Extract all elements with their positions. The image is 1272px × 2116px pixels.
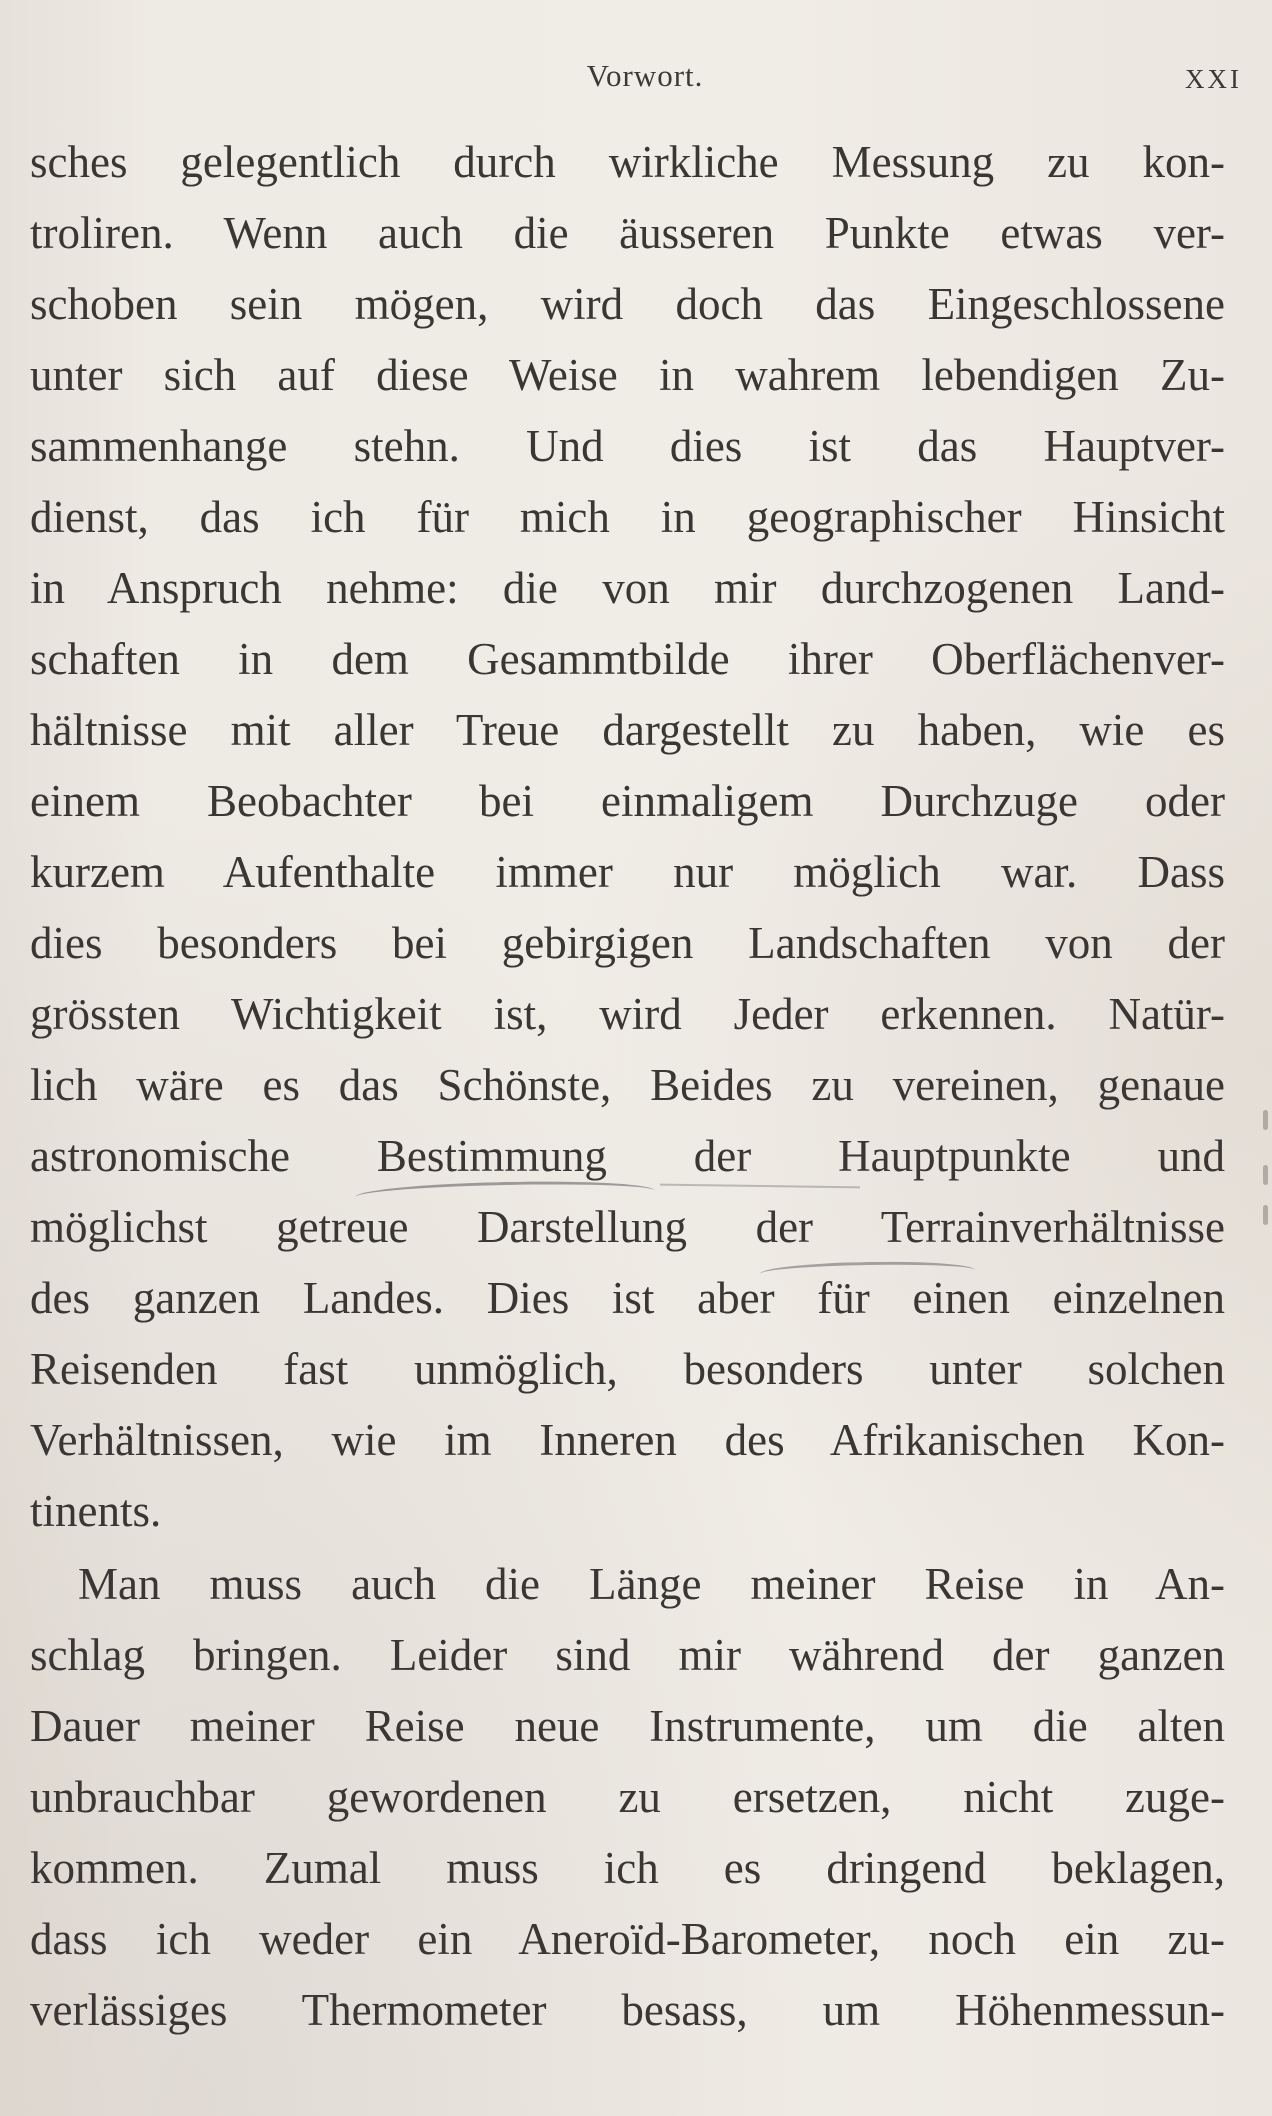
text-line: kommen. Zumal muss ich es dringend beklagen, (30, 1843, 1225, 1893)
margin-mark (1263, 1205, 1268, 1225)
text-line: unbrauchbar gewordenen zu ersetzen, nicht zuge- (30, 1772, 1225, 1822)
text-line: lich wäre es das Schönste, Beides zu vereinen, genaue (30, 1060, 1225, 1110)
margin-mark (1263, 1165, 1268, 1185)
text-line: grössten Wichtigkeit ist, wird Jeder erkennen. Natür- (30, 989, 1225, 1039)
text-line: tinents. (30, 1486, 162, 1536)
text-line: sches gelegentlich durch wirkliche Messung zu kon- (30, 137, 1225, 187)
running-title: Vorwort. (586, 58, 704, 93)
text-line: möglichst getreue Darstellung der Terrainverhältnisse (30, 1202, 1225, 1252)
text-line: Verhältnissen, wie im Inneren des Afrikanischen Kon- (30, 1415, 1225, 1465)
text-line: kurzem Aufenthalte immer nur möglich war. Dass (30, 847, 1225, 897)
text-line: astronomische Bestimmung der Hauptpunkte und (30, 1131, 1225, 1181)
text-line: einem Beobachter bei einmaligem Durchzuge oder (30, 776, 1225, 826)
page-number: XXI (1185, 64, 1242, 94)
text-line: sammenhange stehn. Und dies ist das Hauptver- (30, 421, 1225, 471)
text-line: schoben sein mögen, wird doch das Eingeschlossene (30, 279, 1225, 329)
text-line: Reisenden fast unmöglich, besonders unter solchen (30, 1344, 1225, 1394)
text-line: dies besonders bei gebirgigen Landschaften von der (30, 918, 1225, 968)
text-line: troliren. Wenn auch die äusseren Punkte etwas ver- (30, 208, 1225, 258)
body-text (30, 127, 1225, 2046)
page-header (0, 52, 1272, 102)
text-line: unter sich auf diese Weise in wahrem lebendigen Zu- (30, 350, 1225, 400)
text-line: verlässiges Thermometer besass, um Höhenmessun- (30, 1985, 1225, 2035)
paragraph-2 (30, 1549, 1225, 2046)
text-line: dienst, das ich für mich in geographischer Hinsicht (30, 492, 1225, 542)
text-line: schaften in dem Gesammtbilde ihrer Oberflächenver- (30, 634, 1225, 684)
text-line: Dauer meiner Reise neue Instrumente, um die alten (30, 1701, 1225, 1751)
text-line: schlag bringen. Leider sind mir während der ganzen (30, 1630, 1225, 1680)
text-line: in Anspruch nehme: die von mir durchzogenen Land- (30, 563, 1225, 613)
margin-mark (1263, 1110, 1268, 1130)
text-line: Man muss auch die Länge meiner Reise in An- (78, 1559, 1225, 1609)
text-line: des ganzen Landes. Dies ist aber für einen einzelnen (30, 1273, 1225, 1323)
paragraph-1 (30, 127, 1225, 1547)
text-line: hältnisse mit aller Treue dargestellt zu haben, wie es (30, 705, 1225, 755)
text-line: dass ich weder ein Aneroïd-Barometer, noch ein zu- (30, 1914, 1225, 1964)
